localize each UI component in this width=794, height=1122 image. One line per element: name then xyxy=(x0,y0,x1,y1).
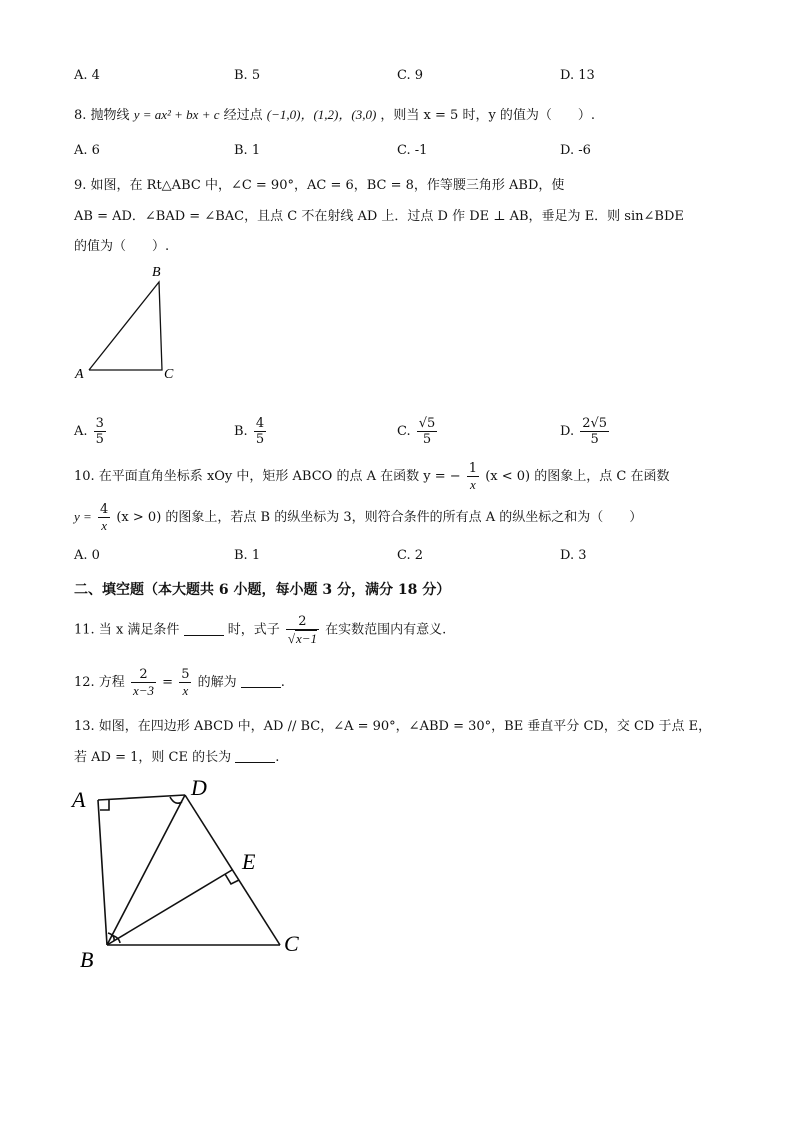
q13-quadrilateral-figure xyxy=(70,775,340,975)
q13-answer-blank[interactable] xyxy=(235,750,275,763)
q8-formula: y = ax² + bx + c xyxy=(133,107,220,122)
numerator: 1 xyxy=(468,461,478,476)
denominator: 5 xyxy=(255,432,265,447)
q10-line2-suffix: (x > 0) 的图象上，若点 B 的纵坐标为 3，则符合条件的所有点 A 的纵坐标之和为（ ） xyxy=(116,510,643,525)
q8-option-d: D. -6 xyxy=(560,143,591,158)
q9-line2: AB = AD．∠BAD = ∠BAC，且点 C 不在射线 AD 上．过点 D 作 DE ⊥ AB，垂足为 E．则 sin∠BDE xyxy=(74,209,684,224)
q9-option-c-prefix: C. xyxy=(397,424,411,439)
numerator: 2 xyxy=(131,667,156,683)
denominator: x−3 xyxy=(132,683,154,698)
q11-question xyxy=(74,614,446,646)
q9-option-c xyxy=(397,416,439,447)
q9-option-b xyxy=(234,416,268,447)
q8-option-a: A. 6 xyxy=(74,143,100,158)
q11-answer-blank[interactable] xyxy=(184,623,224,636)
denominator: x xyxy=(470,477,476,492)
q10-line2-prefix: y = xyxy=(74,509,92,524)
q8-suffix: ，则当 x = 5 时，y 的值为（ ）. xyxy=(380,108,596,123)
denominator: 5 xyxy=(422,432,432,447)
q8-middle: 经过点 xyxy=(223,108,263,123)
q13-line2 xyxy=(74,746,279,765)
label-b: B xyxy=(80,947,94,972)
q10-line2 xyxy=(74,502,642,533)
denominator: 5 xyxy=(95,432,104,447)
q12-question xyxy=(74,667,285,698)
q11-fraction xyxy=(286,614,319,646)
section2-heading: 二、填空题（本大题共 6 小题，每小题 3 分，满分 18 分） xyxy=(74,582,451,598)
q12-equals: = xyxy=(162,675,174,690)
label-a: A xyxy=(75,367,84,382)
q9-option-a-fraction xyxy=(94,416,106,447)
q7-option-b: B. 5 xyxy=(234,68,261,83)
numerator: 4 xyxy=(99,502,109,517)
q10-option-b: B. 1 xyxy=(234,548,261,563)
q10-option-a: A. 0 xyxy=(74,548,100,563)
q8-points: (−1,0)，(1,2)，(3,0) xyxy=(266,107,377,122)
q9-option-d-fraction xyxy=(580,416,609,447)
q10-option-d: D. 3 xyxy=(560,548,587,563)
q8-question xyxy=(74,104,595,123)
q8-option-c: C. -1 xyxy=(397,143,428,158)
triangle-abc xyxy=(89,282,162,370)
denominator: x xyxy=(101,518,107,533)
numerator: √5 xyxy=(418,416,436,431)
q10-option-c: C. 2 xyxy=(397,548,424,563)
label-c: C xyxy=(284,931,299,956)
q13-line2-prefix: 若 AD = 1，则 CE 的长为 xyxy=(74,750,232,765)
q12-suffix: 的解为 xyxy=(197,675,237,690)
numerator: 2√5 xyxy=(582,416,608,431)
q10-line1 xyxy=(74,461,669,492)
q13-line1: 13. 如图，在四边形 ABCD 中，AD // BC，∠A = 90°，∠ABD = 30°，BE 垂直平分 CD，交 CD 于点 E， xyxy=(74,719,712,734)
numerator: 2 xyxy=(286,614,319,630)
q9-option-a xyxy=(74,416,108,447)
q12-fraction-right xyxy=(179,667,191,698)
label-c: C xyxy=(164,367,174,382)
label-b: B xyxy=(152,265,161,280)
q10-fraction-1 xyxy=(467,461,479,492)
denominator: x xyxy=(182,683,189,698)
segment-dc xyxy=(185,795,280,945)
q9-option-b-fraction xyxy=(254,416,266,447)
q9-option-d-prefix: D. xyxy=(560,424,575,439)
right-angle-mark-a xyxy=(100,799,109,810)
q10-line1-suffix: (x < 0) 的图象上，点 C 在函数 xyxy=(485,469,670,484)
q7-option-c: C. 9 xyxy=(397,68,424,83)
q8-option-b: B. 1 xyxy=(234,143,261,158)
q11-prefix: 11. 当 x 满足条件 xyxy=(74,622,180,638)
q13-line2-end: . xyxy=(275,750,280,765)
q9-line3: 的值为（ ）. xyxy=(74,239,170,254)
q9-option-a-prefix: A. xyxy=(74,424,88,439)
q10-line1-prefix: 10. 在平面直角坐标系 xOy 中，矩形 ABCO 的点 A 在函数 y = − xyxy=(74,469,461,484)
denominator: 5 xyxy=(590,432,599,447)
q12-fraction-left xyxy=(131,667,156,698)
q8-prefix: 8. 抛物线 xyxy=(74,108,130,123)
q7-option-d: D. 13 xyxy=(560,68,595,83)
q11-mid: 时，式子 xyxy=(227,622,280,638)
q9-option-d xyxy=(560,416,611,447)
q9-line1: 9. 如图，在 Rt△ABC 中，∠C = 90°，AC = 6，BC = 8，作等腰三角形 ABD，使 xyxy=(74,178,565,193)
q9-option-b-prefix: B. xyxy=(234,424,248,439)
angle-arc-d xyxy=(170,797,182,803)
q9-triangle-figure xyxy=(70,262,190,384)
segment-ab xyxy=(98,800,107,945)
label-e: E xyxy=(242,849,256,874)
q11-suffix: 在实数范围内有意义. xyxy=(325,622,447,638)
numerator: 5 xyxy=(181,667,190,682)
numerator: 4 xyxy=(255,416,265,431)
q7-option-a: A. 4 xyxy=(74,68,100,83)
denominator: √x−1 xyxy=(287,631,318,646)
label-a: A xyxy=(72,787,86,812)
label-d: D xyxy=(191,775,207,800)
q12-answer-blank[interactable] xyxy=(241,675,281,688)
q10-fraction-2 xyxy=(98,502,110,533)
q12-end: . xyxy=(280,675,285,690)
q12-prefix: 12. 方程 xyxy=(74,675,125,690)
numerator: 3 xyxy=(95,416,104,431)
radicand: x−1 xyxy=(295,631,318,646)
q9-option-c-fraction xyxy=(417,416,438,447)
